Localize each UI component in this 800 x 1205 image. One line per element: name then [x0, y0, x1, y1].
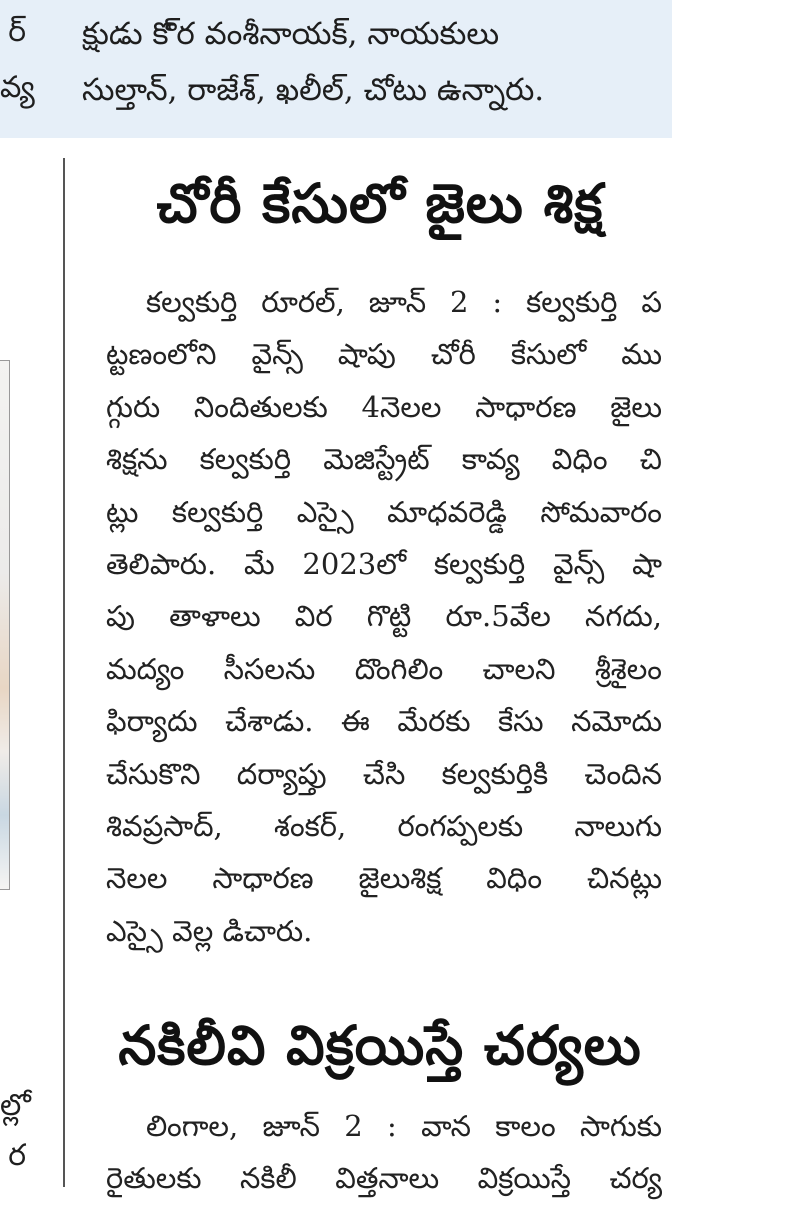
text-line: శివప్రసాద్, శంకర్, రంగప్పలకు నాలుగు	[106, 809, 662, 844]
text-line: శిక్షను కల్వకుర్తి మెజిస్ట్రేట్ కావ్య విధిం చి	[106, 442, 662, 477]
text-line: ఎస్సై వెల్ల డిచారు.	[106, 913, 313, 948]
article-headline: చోరీ కేసులో జైలు శిక్ష	[156, 172, 604, 235]
left-column-photo	[0, 360, 10, 890]
column-divider	[63, 158, 65, 1187]
text-line: ట్టణంలోని వైన్స్ షాపు చోరీ కేసులో ము	[106, 337, 662, 372]
left-column-fragment: వ్య	[0, 70, 35, 105]
article-body	[106, 1100, 662, 1205]
text-line: గ్గురు నిందితులకు 4నెలల సాధారణ జైలు	[106, 389, 662, 424]
text-line: రైతులకు నకిలీ విత్తనాలు విక్రయిస్తే చర్య	[106, 1161, 662, 1196]
article-headline: నకిలీవి విక్రయిస్తే చర్యలు	[118, 1014, 642, 1077]
text-line: ఫిర్యాదు చేశాడు. ఈ మేరకు కేసు నమోదు	[106, 704, 662, 739]
text-line: సుల్తాన్, రాజేశ్, ఖలీల్, చోటు ఉన్నారు.	[82, 72, 545, 108]
left-column-fragment: ర	[8, 1138, 26, 1173]
text-line: తెలిపారు. మే 2023లో కల్వకుర్తి వైన్స్ షా	[106, 547, 662, 582]
text-line: క్షుడు కొ్ర వంశీనాయక్, నాయకులు	[82, 16, 500, 52]
text-line: కల్వకుర్తి రూరల్, జూన్ 2 : కల్వకుర్తి ప	[146, 285, 662, 319]
left-column-fragment: ర్	[8, 14, 26, 49]
top-article-text	[82, 6, 662, 118]
text-line: మద్యం సీసలను దొంగిలిం చాలని శ్రీశైలం	[106, 651, 662, 686]
text-line: ట్లు కల్వకుర్తి ఎస్సై మాధవరెడ్డి సోమవారం	[106, 494, 662, 529]
text-line: పు తాళాలు విర గొట్టి రూ.5వేల నగదు,	[106, 599, 662, 634]
text-line: చేసుకొని దర్యాప్తు చేసి కల్వకుర్తికి చెందిన	[106, 756, 662, 791]
article-body	[106, 276, 662, 957]
left-column-fragment: ల్లో	[0, 1088, 31, 1123]
text-line: లింగాల, జూన్ 2 : వాన కాలం సాగుకు	[146, 1109, 662, 1143]
text-line: నెలల సాధారణ జైలుశిక్ష విధిం చినట్లు	[106, 861, 662, 896]
